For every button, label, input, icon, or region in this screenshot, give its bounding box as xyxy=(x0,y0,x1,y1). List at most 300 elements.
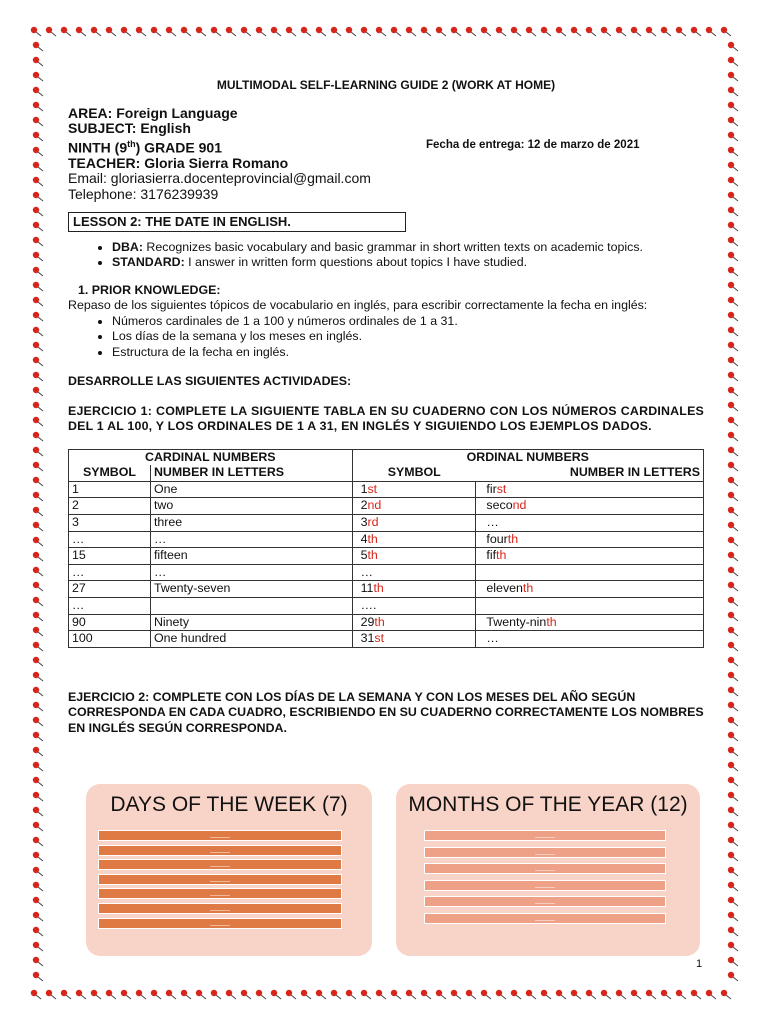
border-dot xyxy=(466,27,476,36)
border-dot xyxy=(286,27,296,36)
ordinal-word-base: eleven xyxy=(486,581,523,596)
border-dot xyxy=(33,177,43,186)
border-dot xyxy=(61,990,71,999)
ordinal-word-base: fif xyxy=(486,548,497,563)
border-dot xyxy=(728,882,738,891)
border-dot xyxy=(33,297,43,306)
cardinal-symbol-cell: 27 xyxy=(69,581,151,598)
days-card-title: DAYS OF THE WEEK (7) xyxy=(110,793,348,816)
border-dot xyxy=(451,990,461,999)
ordinal-symbol-cell xyxy=(352,631,476,648)
border-dot xyxy=(691,990,701,999)
border-dot xyxy=(728,717,738,726)
border-dot xyxy=(33,402,43,411)
ordinal-suffix: th xyxy=(367,531,378,546)
border-dot xyxy=(33,657,43,666)
ordinal-symbol-header: SYMBOL xyxy=(352,465,476,481)
standard-label: STANDARD: xyxy=(112,255,185,270)
border-dot xyxy=(728,912,738,921)
border-dot xyxy=(33,507,43,516)
cardinal-letters-cell: … xyxy=(150,564,352,581)
answer-bar xyxy=(424,847,666,858)
standard-label: DBA: xyxy=(112,239,143,254)
list-item xyxy=(112,255,704,271)
grade-prefix: NINTH (9 xyxy=(68,139,128,156)
ordinal-suffix: th xyxy=(374,614,385,629)
border-dot xyxy=(151,990,161,999)
ordinal-word-ending: st xyxy=(496,481,507,496)
cardinal-symbol-header: SYMBOL xyxy=(69,465,151,481)
border-dot xyxy=(728,777,738,786)
border-dot xyxy=(376,27,386,36)
border-dot xyxy=(728,477,738,486)
answer-bar xyxy=(98,845,342,856)
border-dot xyxy=(728,762,738,771)
ordinal-letters-cell xyxy=(476,598,704,615)
answer-blank: _____ xyxy=(210,845,230,853)
ordinal-number: …. xyxy=(360,598,377,612)
border-dot xyxy=(76,27,86,36)
grade-suffix: ) GRADE 901 xyxy=(135,139,222,156)
border-dot xyxy=(346,990,356,999)
ordinal-number: 5 xyxy=(360,548,368,563)
exercise-2-cards xyxy=(86,784,700,954)
border-dot xyxy=(33,837,43,846)
ordinal-letters-header: NUMBER IN LETTERS xyxy=(476,465,704,481)
ordinal-word-base: seco xyxy=(486,498,513,513)
border-dot xyxy=(33,582,43,591)
border-dot xyxy=(541,990,551,999)
exercise-2-instructions: EJERCICIO 2: COMPLETE CON LOS DÍAS DE LA SEMANA Y CON LOS MESES DEL AÑO SEGÚN CORRESPONDA EN CADA CUADRO, ESCRIBIENDO EN SU CUADERNO CORRECTAMENTE LOS NOMBRES EN INGLÉS SEGÚN CORRESPONDA. xyxy=(68,689,704,735)
standard-text: Recognizes basic vocabulary and basic grammar in short written texts on academic topics. xyxy=(142,239,643,254)
border-dot xyxy=(728,657,738,666)
border-dot xyxy=(728,237,738,246)
border-dot xyxy=(728,582,738,591)
ordinal-number: 31 xyxy=(360,631,375,646)
answer-bar xyxy=(98,874,342,885)
ordinal-number: 29 xyxy=(360,614,375,629)
border-dot xyxy=(256,27,266,36)
border-dot xyxy=(728,282,738,291)
standard-text: I answer in written form questions about topics I have studied. xyxy=(184,255,528,270)
border-dot xyxy=(728,402,738,411)
border-dot xyxy=(728,162,738,171)
ordinal-number: 1 xyxy=(360,481,368,496)
answer-bar xyxy=(98,888,342,899)
border-dot xyxy=(676,990,686,999)
cardinal-letters-cell: … xyxy=(150,531,352,548)
border-dot xyxy=(196,27,206,36)
border-dot xyxy=(136,27,146,36)
border-dot xyxy=(33,747,43,756)
border-dot xyxy=(33,447,43,456)
border-dot xyxy=(721,27,731,36)
border-dot xyxy=(33,972,43,981)
border-dot xyxy=(728,567,738,576)
ordinal-word-ending: th xyxy=(546,614,557,629)
border-dot xyxy=(646,990,656,999)
border-dot xyxy=(331,27,341,36)
answer-bar xyxy=(98,830,342,841)
border-dot xyxy=(33,477,43,486)
border-dot xyxy=(33,87,43,96)
answer-bar xyxy=(98,918,342,929)
border-dot xyxy=(33,117,43,126)
cardinal-header: CARDINAL NUMBERS xyxy=(69,449,353,465)
cardinal-symbol-cell: 100 xyxy=(69,631,151,648)
border-dot xyxy=(33,627,43,636)
border-dot xyxy=(661,27,671,36)
border-dot xyxy=(33,222,43,231)
border-dot xyxy=(451,27,461,36)
ordinal-word-ending: th xyxy=(507,531,519,546)
border-dot xyxy=(728,672,738,681)
ordinal-letters-cell xyxy=(476,515,704,532)
border-dot xyxy=(33,882,43,891)
border-dot xyxy=(728,687,738,696)
border-dot xyxy=(661,990,671,999)
border-dot xyxy=(33,312,43,321)
border-dot xyxy=(33,732,43,741)
border-dot xyxy=(421,990,431,999)
table-row xyxy=(69,614,704,631)
border-dot xyxy=(728,117,738,126)
answer-blank: _____ xyxy=(210,874,230,882)
area-line: AREA: Foreign Language xyxy=(68,104,238,121)
border-dot xyxy=(496,27,506,36)
border-dot xyxy=(728,357,738,366)
border-dot xyxy=(33,417,43,426)
border-dot xyxy=(33,762,43,771)
ordinal-number: 3 xyxy=(360,515,368,530)
border-dot xyxy=(33,357,43,366)
ordinal-symbol-cell xyxy=(352,581,476,598)
ordinal-suffix: st xyxy=(367,481,378,496)
standards-list xyxy=(68,240,704,271)
border-dot xyxy=(728,597,738,606)
border-dot xyxy=(601,27,611,36)
border-dot xyxy=(728,432,738,441)
border-dot xyxy=(728,42,738,51)
border-dot xyxy=(226,27,236,36)
answer-bar xyxy=(424,863,666,874)
ordinal-symbol-cell xyxy=(352,498,476,515)
border-dot xyxy=(586,990,596,999)
border-dot xyxy=(33,207,43,216)
border-dot xyxy=(728,222,738,231)
border-dot xyxy=(33,102,43,111)
border-dot xyxy=(728,852,738,861)
border-dot xyxy=(31,990,41,999)
ordinal-word-base: four xyxy=(486,531,508,546)
border-dot xyxy=(181,27,191,36)
border-dot xyxy=(33,252,43,261)
cardinal-letters-cell xyxy=(150,598,352,615)
border-dot xyxy=(728,537,738,546)
border-dot xyxy=(33,282,43,291)
border-dot xyxy=(33,327,43,336)
cardinal-letters-cell: Twenty-seven xyxy=(150,581,352,598)
activities-heading: DESARROLLE LAS SIGUIENTES ACTIVIDADES: xyxy=(68,374,352,389)
border-dot xyxy=(151,27,161,36)
ordinal-number: 2 xyxy=(360,498,368,513)
cardinal-symbol-cell: … xyxy=(69,598,151,615)
prior-knowledge-list xyxy=(68,314,704,361)
border-dot xyxy=(91,990,101,999)
answer-bar xyxy=(424,880,666,891)
border-dot xyxy=(728,327,738,336)
border-dot xyxy=(33,462,43,471)
cardinal-letters-cell: three xyxy=(150,515,352,532)
border-dot xyxy=(728,837,738,846)
border-dot xyxy=(181,990,191,999)
border-dot xyxy=(33,687,43,696)
cardinal-letters-cell: two xyxy=(150,498,352,515)
border-dot xyxy=(406,990,416,999)
border-dot xyxy=(361,27,371,36)
border-dot xyxy=(706,27,716,36)
answer-blank: _____ xyxy=(210,889,230,897)
border-dot xyxy=(241,27,251,36)
border-dot xyxy=(33,942,43,951)
border-dot xyxy=(706,990,716,999)
table-row xyxy=(69,481,704,498)
lesson-title: LESSON 2: THE DATE IN ENGLISH. xyxy=(68,212,406,232)
border-dot xyxy=(728,177,738,186)
border-dot xyxy=(728,312,738,321)
border-dot xyxy=(728,492,738,501)
border-dot xyxy=(33,957,43,966)
border-dot xyxy=(728,522,738,531)
border-dot xyxy=(211,27,221,36)
border-dot xyxy=(76,990,86,999)
border-dot xyxy=(646,27,656,36)
answer-blank: _____ xyxy=(535,897,555,905)
page-content xyxy=(68,72,704,736)
border-dot xyxy=(106,27,116,36)
list-item: • Estructura de la fecha en inglés. xyxy=(112,345,704,361)
border-dot xyxy=(33,342,43,351)
numbers-table xyxy=(68,449,704,648)
ordinal-word-base: … xyxy=(486,631,499,646)
border-dot xyxy=(728,957,738,966)
border-dot xyxy=(33,912,43,921)
ordinal-letters-cell xyxy=(476,564,704,581)
ordinal-symbol-cell xyxy=(352,531,476,548)
cardinal-letters-cell: fifteen xyxy=(150,548,352,565)
border-dot xyxy=(406,27,416,36)
border-dot xyxy=(728,972,738,981)
border-dot xyxy=(728,792,738,801)
ordinal-letters-cell xyxy=(476,581,704,598)
border-dot xyxy=(728,642,738,651)
border-dot xyxy=(728,102,738,111)
border-dot xyxy=(728,612,738,621)
ordinal-letters-cell xyxy=(476,631,704,648)
answer-blank: _____ xyxy=(210,904,230,911)
answer-bar xyxy=(424,913,666,924)
border-dot xyxy=(728,87,738,96)
border-dot xyxy=(346,27,356,36)
prior-knowledge-heading: 1. PRIOR KNOWLEDGE: xyxy=(78,282,221,297)
border-dot xyxy=(33,492,43,501)
page-number: 1 xyxy=(696,958,703,970)
border-dot xyxy=(728,927,738,936)
border-dot xyxy=(33,717,43,726)
border-dot xyxy=(33,552,43,561)
border-dot xyxy=(33,162,43,171)
ordinal-letters-cell xyxy=(476,614,704,631)
border-dot xyxy=(728,417,738,426)
border-dot xyxy=(46,990,56,999)
border-dot xyxy=(33,567,43,576)
border-dot xyxy=(728,807,738,816)
border-dot xyxy=(271,990,281,999)
list-item: • Los días de la semana y los meses en inglés. xyxy=(112,329,704,345)
border-dot xyxy=(541,27,551,36)
border-dot xyxy=(46,27,56,36)
ordinal-suffix: th xyxy=(367,548,378,563)
border-dot xyxy=(728,267,738,276)
cardinal-letters-cell: One xyxy=(150,481,352,498)
border-dot xyxy=(728,747,738,756)
cardinal-symbol-cell: 15 xyxy=(69,548,151,565)
border-dot xyxy=(211,990,221,999)
border-dot xyxy=(301,27,311,36)
border-dot xyxy=(106,990,116,999)
answer-blank: _____ xyxy=(535,831,555,838)
cardinal-letters-cell: Ninety xyxy=(150,614,352,631)
border-dot xyxy=(556,27,566,36)
border-dot xyxy=(631,27,641,36)
answer-blank: _____ xyxy=(535,914,555,921)
border-dot xyxy=(728,147,738,156)
ordinal-symbol-cell xyxy=(352,598,476,615)
cardinal-symbol-cell: 2 xyxy=(69,498,151,515)
border-dot xyxy=(196,990,206,999)
table-row xyxy=(69,564,704,581)
days-card xyxy=(86,784,372,956)
border-dot xyxy=(33,642,43,651)
cardinal-symbol-cell: … xyxy=(69,564,151,581)
border-dot xyxy=(728,627,738,636)
cardinal-symbol-cell: 1 xyxy=(69,481,151,498)
telephone-line: Telephone: 3176239939 xyxy=(68,185,219,202)
border-dot xyxy=(586,27,596,36)
border-dot xyxy=(226,990,236,999)
border-dot xyxy=(436,990,446,999)
answer-blank: _____ xyxy=(535,880,555,888)
border-dot xyxy=(728,72,738,81)
list-item xyxy=(112,240,704,256)
border-dot xyxy=(616,27,626,36)
answer-bar xyxy=(424,830,666,841)
border-dot xyxy=(166,990,176,999)
ordinal-symbol-cell xyxy=(352,614,476,631)
border-dot xyxy=(361,990,371,999)
ordinal-number: 11 xyxy=(360,581,374,596)
border-dot xyxy=(271,27,281,36)
ordinal-suffix: th xyxy=(373,581,384,596)
cardinal-symbol-cell: 90 xyxy=(69,614,151,631)
border-dot xyxy=(33,807,43,816)
answer-blank: _____ xyxy=(535,864,555,872)
ordinal-suffix: nd xyxy=(367,498,382,513)
prior-knowledge-intro: Repaso de los siguientes tópicos de vocabulario en inglés, para escribir correctamente la fecha en inglés: xyxy=(68,298,648,313)
border-dot xyxy=(33,147,43,156)
border-dot xyxy=(256,990,266,999)
border-dot xyxy=(33,237,43,246)
border-dot xyxy=(728,942,738,951)
border-dot xyxy=(331,990,341,999)
border-dot xyxy=(511,27,521,36)
border-dot xyxy=(33,372,43,381)
border-dot xyxy=(616,990,626,999)
answer-bar xyxy=(98,903,342,914)
answer-bar xyxy=(424,896,666,907)
table-row xyxy=(69,631,704,648)
border-dot xyxy=(121,990,131,999)
answer-bar xyxy=(98,859,342,870)
cardinal-letters-header: NUMBER IN LETTERS xyxy=(150,465,352,481)
border-dot xyxy=(466,990,476,999)
border-dot xyxy=(33,432,43,441)
border-dot xyxy=(33,57,43,66)
border-dot xyxy=(33,867,43,876)
border-dot xyxy=(33,702,43,711)
ordinal-word-base: fir xyxy=(486,481,497,496)
ordinal-symbol-cell xyxy=(352,481,476,498)
grade-sup: th xyxy=(127,138,136,149)
ordinal-suffix: rd xyxy=(367,515,379,530)
ordinal-symbol-cell xyxy=(352,515,476,532)
border-dot xyxy=(136,990,146,999)
list-item: • Números cardinales de 1 a 100 y números ordinales de 1 a 31. xyxy=(112,314,704,330)
border-dot xyxy=(601,990,611,999)
ordinal-symbol-cell xyxy=(352,564,476,581)
border-dot xyxy=(33,72,43,81)
answer-blank: _____ xyxy=(210,831,230,838)
email-line: Email: gloriasierra.docenteprovincial@gmail.com xyxy=(68,170,371,187)
border-dot xyxy=(728,867,738,876)
border-dot xyxy=(33,612,43,621)
border-dot xyxy=(33,192,43,201)
border-dot xyxy=(33,42,43,51)
border-dot xyxy=(391,27,401,36)
cardinal-letters-cell: One hundred xyxy=(150,631,352,648)
border-dot xyxy=(33,672,43,681)
border-dot xyxy=(728,387,738,396)
border-dot xyxy=(481,27,491,36)
border-dot xyxy=(728,342,738,351)
border-dot xyxy=(61,27,71,36)
border-dot xyxy=(33,852,43,861)
border-dot xyxy=(556,990,566,999)
border-dot xyxy=(286,990,296,999)
border-dot xyxy=(728,132,738,141)
border-dot xyxy=(166,27,176,36)
ordinal-number: … xyxy=(360,564,373,579)
border-dot xyxy=(33,132,43,141)
teacher-line: TEACHER: Gloria Sierra Romano xyxy=(68,154,289,171)
border-dot xyxy=(728,447,738,456)
due-date: Fecha de entrega: 12 de marzo de 2021 xyxy=(426,139,640,151)
border-dot xyxy=(728,732,738,741)
exercise-1-instructions: EJERCICIO 1: COMPLETE LA SIGUIENTE TABLA EN SU CUADERNO CON LOS NÚMEROS CARDINALES DEL 1 AL 100, Y LOS ORDINALES DE 1 A 31, EN INGLÉS Y SIGUIENDO LOS EJEMPLOS DADOS. xyxy=(68,403,704,434)
border-dot xyxy=(728,462,738,471)
border-dot xyxy=(301,990,311,999)
ordinal-word-base: Twenty-nin xyxy=(486,614,547,629)
